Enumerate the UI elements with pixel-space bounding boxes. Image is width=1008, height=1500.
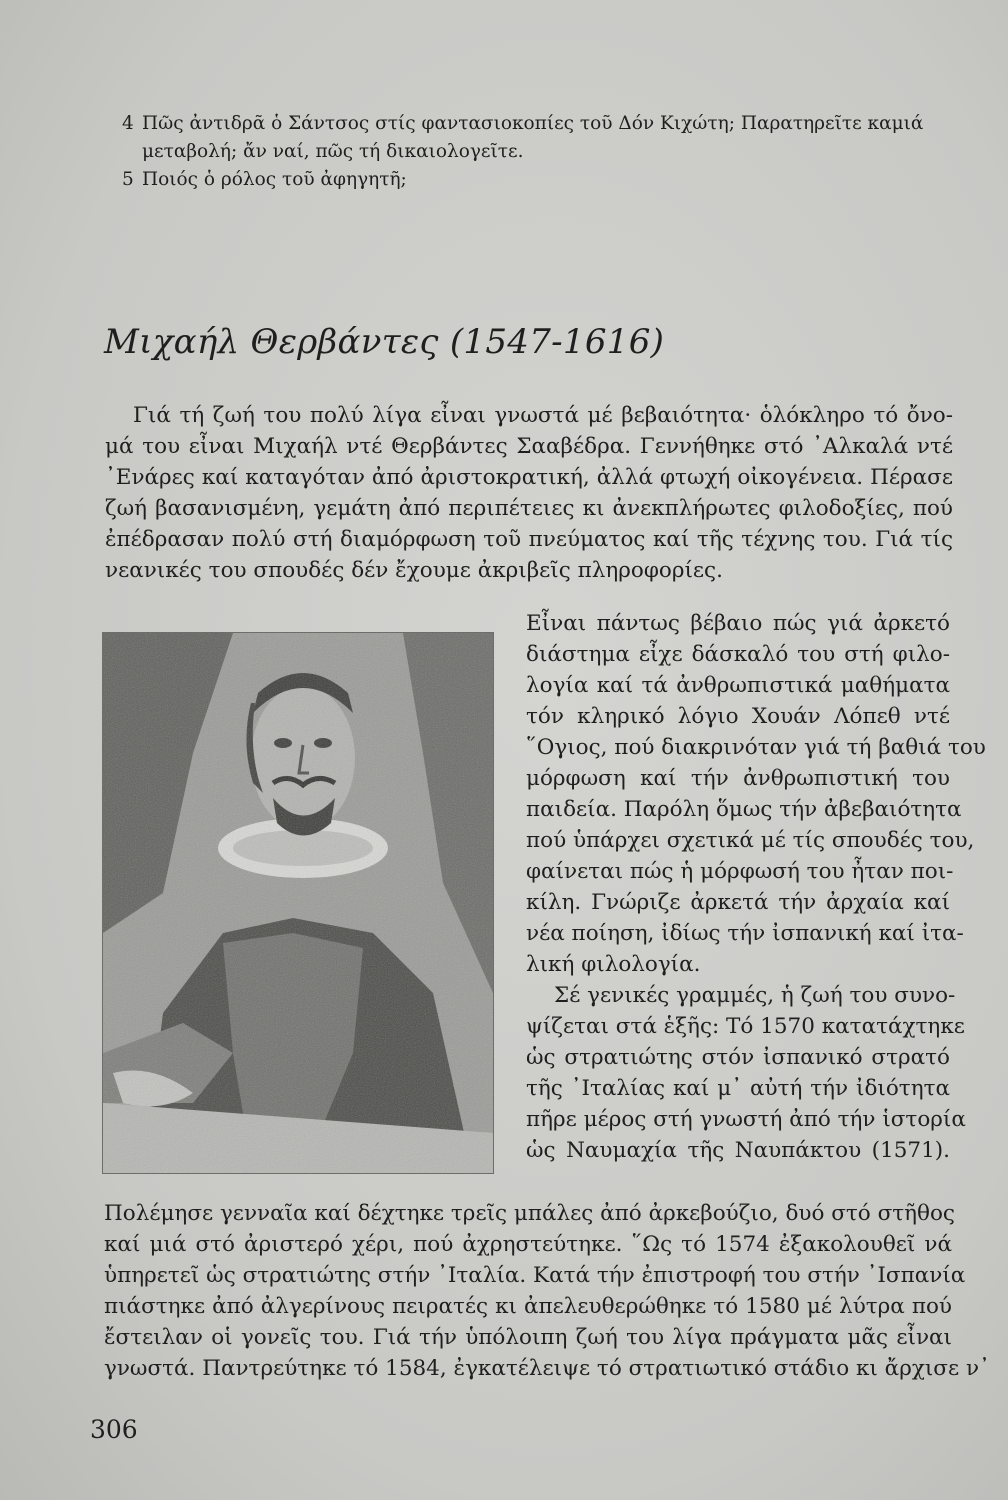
text-line: λική φιλολογία. <box>526 952 701 977</box>
text-line: Σέ γενικές γραμμές, ἡ ζωή του συνο- <box>554 983 956 1008</box>
text-line: καί μιά στό ἀριστερό χέρι, πού ἀχρηστεύτηκε. ῞Ως τό 1574 ἐξακολουθεῖ νά <box>104 1232 952 1257</box>
question-text-line: μεταβολή; ἄν ναί, πῶς τή δικαιολογεῖτε. <box>142 141 524 162</box>
question-text-line: Ποιός ὁ ρόλος τοῦ ἀφηγητῆ; <box>142 169 407 190</box>
question-number: 4 <box>122 113 134 134</box>
text-line: μά του εἶναι Μιχαήλ ντέ Θερβάντες Σααβέδρα. Γεννήθηκε στό ᾿Αλκαλά ντέ <box>105 434 953 459</box>
text-line: ἔστειλαν οἱ γονεῖς του. Γιά τήν ὑπόλοιπη ζωή του λίγα πράγματα μᾶς εἶναι <box>104 1325 952 1350</box>
study-questions <box>122 110 972 194</box>
text-line: τῆς ᾿Ιταλίας καί μ᾿ αὐτή τήν ἰδιότητα <box>526 1076 950 1101</box>
question-5 <box>122 166 972 194</box>
cervantes-portrait-image <box>102 632 494 1174</box>
text-line: πού ὑπάρχει σχετικά μέ τίς σπουδές του, <box>526 828 975 853</box>
paragraph-intro <box>105 400 953 586</box>
text-line: ψίζεται στά ἑξῆς: Τό 1570 κατατάχτηκε <box>526 1014 965 1039</box>
text-line: μόρφωση καί τήν ἀνθρωπιστική του <box>526 766 950 791</box>
section-title: Μιχαήλ Θερβάντες (1547-1616) <box>104 322 665 362</box>
text-line: νέα ποίηση, ἰδίως τήν ἰσπανική καί ἰτα- <box>526 921 964 946</box>
text-line: Εἶναι πάντως βέβαιο πώς γιά ἀρκετό <box>526 611 950 636</box>
text-line: φαίνεται πώς ἡ μόρφωσή του ἦταν ποι- <box>526 859 954 884</box>
text-line: νεανικές του σπουδές δέν ἔχουμε ἀκριβεῖς πληροφορίες. <box>105 558 723 583</box>
question-text-line: Πῶς ἀντιδρᾶ ὁ Σάντσος στίς φαντασιοκοπίες τοῦ Δόν Κιχώτη; Παρατηρεῖτε καμιά <box>142 113 924 134</box>
text-line: λογία καί τά ἀνθρωπιστικά μαθήματα <box>526 673 950 698</box>
text-line: Γιά τή ζωή του πολύ λίγα εἶναι γνωστά μέ βεβαιότητα· ὁλόκληρο τό ὄνο- <box>133 403 953 428</box>
text-line: ζωή βασανισμένη, γεμάτη ἀπό περιπέτειες κι ἀνεκπλήρωτες φιλοδοξίες, πού <box>105 496 953 521</box>
paragraph-education <box>526 608 986 1166</box>
text-line: ῞Ογιος, πού διακρινόταν γιά τή βαθιά του <box>526 735 986 760</box>
text-line: διάστημα εἶχε δάσκαλό του στή φιλο- <box>526 642 950 667</box>
text-line: πιάστηκε ἀπό ἀλγερίνους πειρατές κι ἀπελευθερώθηκε τό 1580 μέ λύτρα πού <box>104 1294 952 1319</box>
question-number: 5 <box>122 169 134 190</box>
text-line: ὑπηρετεῖ ὡς στρατιώτης στήν ᾿Ιταλία. Κατά τήν ἐπιστροφή του στήν ᾿Ισπανία <box>104 1263 966 1288</box>
question-4 <box>122 110 972 166</box>
text-line: Πολέμησε γενναῖα καί δέχτηκε τρεῖς μπάλες ἀπό ἀρκεβούζιο, δυό στό στῆθος <box>104 1201 955 1226</box>
text-line: πῆρε μέρος στή γνωστή ἀπό τήν ἱστορία <box>526 1107 966 1132</box>
text-line: κίλη. Γνώριζε ἀρκετά τήν ἀρχαία καί <box>526 890 950 915</box>
text-line: ὡς Ναυμαχία τῆς Ναυπάκτου (1571). <box>526 1138 950 1163</box>
text-line: ὡς στρατιώτης στόν ἰσπανικό στρατό <box>526 1045 950 1070</box>
text-line: ᾿Ενάρες καί καταγόταν ἀπό ἀριστοκρατική, ἀλλά φτωχή οἰκογένεια. Πέρασε <box>105 465 953 490</box>
text-line: τόν κληρικό λόγιο Χουάν Λόπεθ ντέ <box>526 704 950 729</box>
text-line: γνωστά. Παντρεύτηκε τό 1584, ἐγκατέλειψε τό στρατιωτικό στάδιο κι ἄρχισε ν᾿ <box>104 1356 990 1381</box>
portrait-illustration <box>103 633 493 1173</box>
text-line: παιδεία. Παρόλη ὅμως τήν ἀβεβαιότητα <box>526 797 962 822</box>
page-number: 306 <box>90 1415 138 1444</box>
paragraph-military-life <box>104 1198 990 1384</box>
text-line: ἐπέδρασαν πολύ στή διαμόρφωση τοῦ πνεύματος καί τῆς τέχνης του. Γιά τίς <box>105 527 953 552</box>
